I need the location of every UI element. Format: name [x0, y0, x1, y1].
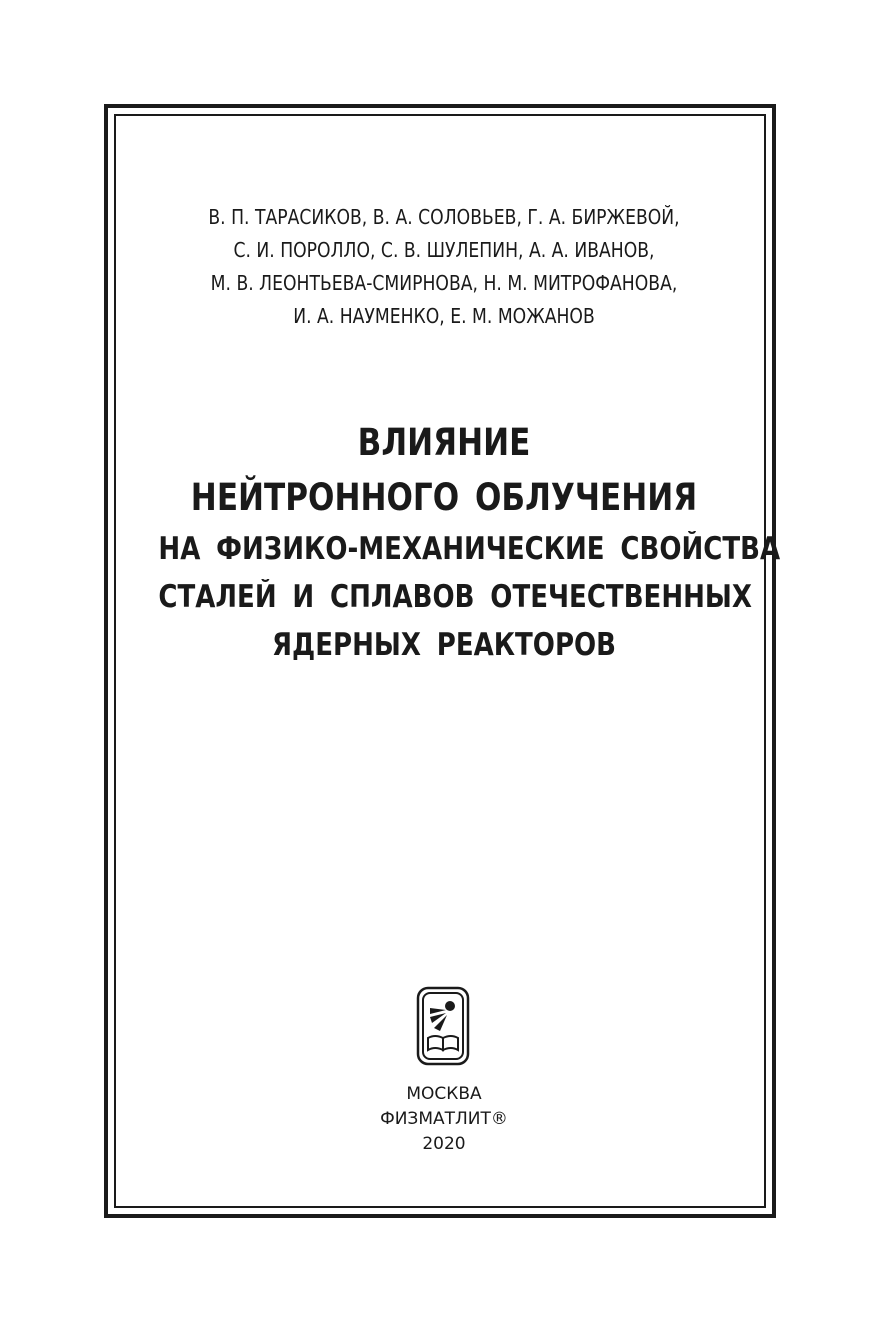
book-title [104, 415, 784, 669]
imprint-city: МОСКВА [406, 1084, 482, 1104]
title-line: ВЛИЯНИЕ [357, 421, 531, 464]
imprint-block [104, 1082, 784, 1157]
authors-line: И. А. НАУМЕНКО, Е. М. МОЖАНОВ [293, 304, 595, 328]
title-line: СТАЛЕЙ И СПЛАВОВ ОТЕЧЕСТВЕННЫХ [158, 579, 752, 615]
authors-line: В. П. ТАРАСИКОВ, В. А. СОЛОВЬЕВ, Г. А. БИРЖЕВОЙ, [208, 205, 680, 229]
authors-block [152, 201, 737, 333]
publisher-emblem-icon [416, 986, 470, 1066]
title-line: НА ФИЗИКО-МЕХАНИЧЕСКИЕ СВОЙСТВА [158, 531, 781, 567]
authors-line: М. В. ЛЕОНТЬЕВА-СМИРНОВА, Н. М. МИТРОФАНОВА, [210, 271, 678, 295]
imprint-publisher: ФИЗМАТЛИТ® [380, 1109, 508, 1129]
title-line: ЯДЕРНЫХ РЕАКТОРОВ [271, 627, 617, 663]
authors-line: С. И. ПОРОЛЛО, С. В. ШУЛЕПИН, А. А. ИВАНОВ, [233, 238, 655, 262]
imprint-year: 2020 [422, 1134, 466, 1154]
title-line: НЕЙТРОННОГО ОБЛУЧЕНИЯ [190, 476, 698, 519]
